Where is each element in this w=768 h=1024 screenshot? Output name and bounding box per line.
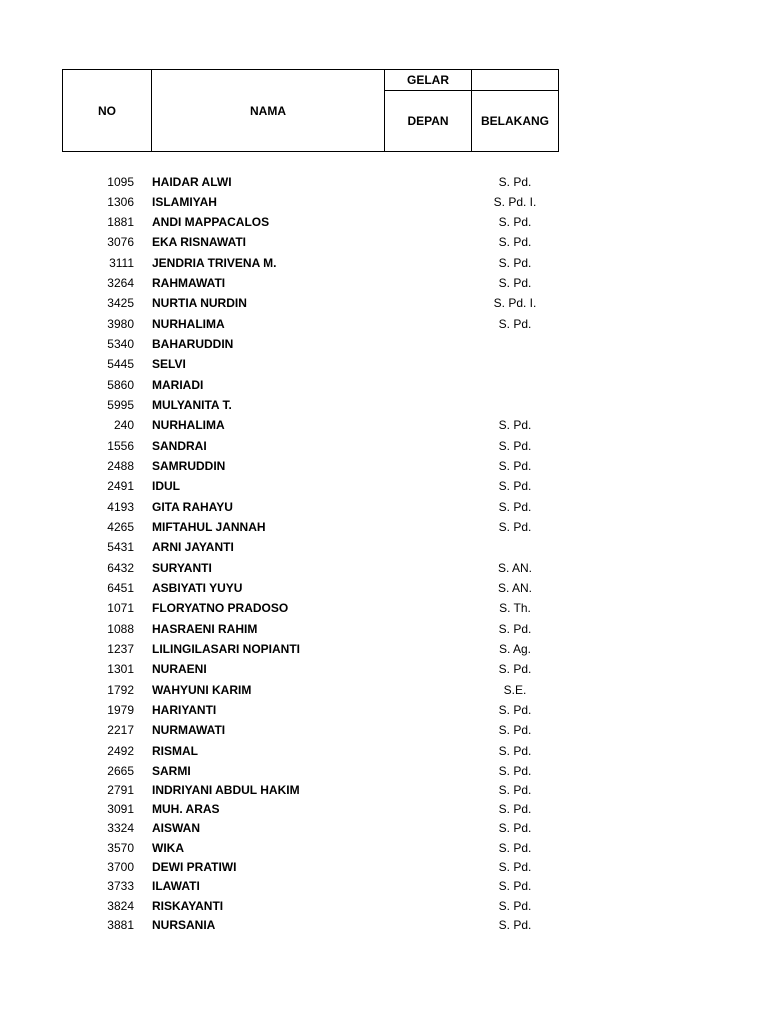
row-name: WAHYUNI KARIM xyxy=(152,683,252,697)
row-gelar-belakang: S. Pd. xyxy=(498,439,532,453)
table-row xyxy=(0,293,768,313)
row-number: 1792 xyxy=(107,683,134,697)
row-number: 1979 xyxy=(107,703,134,717)
row-gelar-belakang: S. Pd. xyxy=(498,703,532,717)
row-name: BAHARUDDIN xyxy=(152,337,234,351)
table-row xyxy=(0,838,768,858)
row-name: HAIDAR ALWI xyxy=(152,175,232,189)
row-gelar-belakang: S. Pd. xyxy=(498,418,532,432)
row-gelar-belakang: S. AN. xyxy=(497,581,532,595)
row-number: 1088 xyxy=(107,622,134,636)
row-number: 4193 xyxy=(107,500,134,514)
row-number: 6451 xyxy=(107,581,134,595)
row-number: 1556 xyxy=(107,439,134,453)
row-number: 3824 xyxy=(107,899,134,913)
row-name: JENDRIA TRIVENA M. xyxy=(152,256,277,270)
table-row xyxy=(0,314,768,334)
row-name: ANDI MAPPACALOS xyxy=(152,215,270,229)
table-row xyxy=(0,334,768,354)
row-number: 3076 xyxy=(107,235,134,249)
row-name: LILINGILASARI NOPIANTI xyxy=(152,642,300,656)
row-name: ISLAMIYAH xyxy=(152,195,217,209)
row-gelar-belakang: S. Pd. xyxy=(498,662,532,676)
row-gelar-belakang: S. Pd. xyxy=(498,744,532,758)
row-gelar-belakang: S. AN. xyxy=(497,561,532,575)
row-number: 4265 xyxy=(107,520,134,534)
row-name: NURSANIA xyxy=(152,918,216,932)
row-name: RAHMAWATI xyxy=(152,276,226,290)
table-row xyxy=(0,192,768,212)
row-gelar-belakang: S. Pd. xyxy=(498,256,532,270)
row-name: MUH. ARAS xyxy=(152,802,220,816)
row-gelar-belakang: S. Pd. xyxy=(498,899,532,913)
row-gelar-belakang: S. Pd. xyxy=(498,317,532,331)
table-row xyxy=(0,915,768,935)
row-number: 2217 xyxy=(107,723,134,737)
row-number: 2665 xyxy=(107,764,134,778)
row-gelar-belakang: S. Pd. xyxy=(498,860,532,874)
row-name: SANDRAI xyxy=(152,439,207,453)
row-name: EKA RISNAWATI xyxy=(152,235,247,249)
row-number: 1237 xyxy=(107,642,134,656)
row-gelar-belakang: S. Pd. xyxy=(498,764,532,778)
row-name: HARIYANTI xyxy=(152,703,217,717)
row-name: SARMI xyxy=(152,764,191,778)
row-gelar-belakang: S. Pd. I. xyxy=(493,195,537,209)
table-row xyxy=(0,253,768,273)
header-depan: DEPAN xyxy=(384,90,472,152)
table-row xyxy=(0,558,768,578)
row-name: HASRAENI RAHIM xyxy=(152,622,258,636)
row-name: DEWI PRATIWI xyxy=(152,860,237,874)
row-number: 240 xyxy=(113,418,134,432)
row-number: 3570 xyxy=(107,841,134,855)
row-number: 2492 xyxy=(107,744,134,758)
row-gelar-belakang: S. Pd. xyxy=(498,821,532,835)
table-row xyxy=(0,799,768,819)
row-gelar-belakang: S. Th. xyxy=(499,601,531,615)
header-gelar: GELAR xyxy=(384,69,472,91)
row-gelar-belakang: S. Pd. xyxy=(498,783,532,797)
row-gelar-belakang: S. Pd. xyxy=(498,276,532,290)
row-gelar-belakang: S. Pd. xyxy=(498,723,532,737)
row-name: ASBIYATI YUYU xyxy=(152,581,243,595)
row-name: NURHALIMA xyxy=(152,317,225,331)
header-no: NO xyxy=(62,69,152,152)
header-empty-cell xyxy=(471,69,559,91)
table-row xyxy=(0,172,768,192)
row-number: 3111 xyxy=(109,256,134,270)
table-row xyxy=(0,273,768,293)
table-row xyxy=(0,761,768,781)
table-row xyxy=(0,639,768,659)
row-number: 1306 xyxy=(107,195,134,209)
table-header xyxy=(62,69,559,152)
row-name: NURAENI xyxy=(152,662,207,676)
row-number: 1301 xyxy=(107,662,134,676)
table-row xyxy=(0,780,768,800)
row-number: 3733 xyxy=(107,879,134,893)
table-row xyxy=(0,232,768,252)
row-number: 5860 xyxy=(107,378,134,392)
row-name: NURTIA NURDIN xyxy=(152,296,247,310)
row-number: 3324 xyxy=(107,821,134,835)
row-name: MIFTAHUL JANNAH xyxy=(152,520,266,534)
row-number: 2791 xyxy=(107,783,134,797)
header-nama: NAMA xyxy=(151,69,385,152)
row-number: 3264 xyxy=(107,276,134,290)
row-gelar-belakang: S. Pd. xyxy=(498,841,532,855)
table-row xyxy=(0,818,768,838)
table-row xyxy=(0,395,768,415)
row-gelar-belakang: S. Pd. xyxy=(498,520,532,534)
row-name: SELVI xyxy=(152,357,186,371)
table-row xyxy=(0,212,768,232)
row-gelar-belakang: S. Ag. xyxy=(498,642,532,656)
table-row xyxy=(0,578,768,598)
table-row xyxy=(0,354,768,374)
row-number: 5445 xyxy=(107,357,134,371)
row-name: INDRIYANI ABDUL HAKIM xyxy=(152,783,300,797)
row-number: 1071 xyxy=(107,601,134,615)
row-name: NURMAWATI xyxy=(152,723,226,737)
table-row xyxy=(0,857,768,877)
row-name: FLORYATNO PRADOSO xyxy=(152,601,289,615)
table-row xyxy=(0,619,768,639)
table-row xyxy=(0,720,768,740)
row-gelar-belakang: S. Pd. xyxy=(498,879,532,893)
row-gelar-belakang: S. Pd. I. xyxy=(493,296,537,310)
row-name: ILAWATI xyxy=(152,879,200,893)
table-row xyxy=(0,476,768,496)
table-row xyxy=(0,537,768,557)
row-gelar-belakang: S. Pd. xyxy=(498,918,532,932)
table-row xyxy=(0,375,768,395)
row-number: 3881 xyxy=(107,918,134,932)
row-gelar-belakang: S. Pd. xyxy=(498,459,532,473)
row-number: 5340 xyxy=(107,337,134,351)
row-number: 3091 xyxy=(107,802,134,816)
table-row xyxy=(0,456,768,476)
row-name: RISMAL xyxy=(152,744,198,758)
table-row xyxy=(0,497,768,517)
row-number: 5995 xyxy=(107,398,134,412)
row-number: 2491 xyxy=(107,479,134,493)
row-name: NURHALIMA xyxy=(152,418,225,432)
row-name: ARNI JAYANTI xyxy=(152,540,234,554)
row-gelar-belakang: S. Pd. xyxy=(498,802,532,816)
row-name: MARIADI xyxy=(152,378,204,392)
row-name: WIKA xyxy=(152,841,184,855)
table-row xyxy=(0,598,768,618)
row-gelar-belakang: S.E. xyxy=(503,683,527,697)
row-name: GITA RAHAYU xyxy=(152,500,233,514)
row-gelar-belakang: S. Pd. xyxy=(498,622,532,636)
row-number: 3425 xyxy=(107,296,134,310)
row-number: 3700 xyxy=(107,860,134,874)
table-row xyxy=(0,896,768,916)
row-number: 2488 xyxy=(107,459,134,473)
table-row xyxy=(0,659,768,679)
row-number: 1095 xyxy=(107,175,134,189)
table-row xyxy=(0,876,768,896)
table-row xyxy=(0,517,768,537)
row-name: SAMRUDDIN xyxy=(152,459,226,473)
row-name: RISKAYANTI xyxy=(152,899,224,913)
table-row xyxy=(0,415,768,435)
row-number: 5431 xyxy=(107,540,134,554)
row-number: 6432 xyxy=(107,561,134,575)
table-row xyxy=(0,436,768,456)
row-name: SURYANTI xyxy=(152,561,212,575)
row-name: AISWAN xyxy=(152,821,200,835)
row-gelar-belakang: S. Pd. xyxy=(498,175,532,189)
table-row xyxy=(0,741,768,761)
header-belakang: BELAKANG xyxy=(471,90,559,152)
row-name: MULYANITA T. xyxy=(152,398,232,412)
row-gelar-belakang: S. Pd. xyxy=(498,479,532,493)
row-number: 3980 xyxy=(107,317,134,331)
table-row xyxy=(0,680,768,700)
row-number: 1881 xyxy=(107,215,134,229)
row-gelar-belakang: S. Pd. xyxy=(498,215,532,229)
row-name: IDUL xyxy=(152,479,180,493)
row-gelar-belakang: S. Pd. xyxy=(498,500,532,514)
table-row xyxy=(0,700,768,720)
row-gelar-belakang: S. Pd. xyxy=(498,235,532,249)
